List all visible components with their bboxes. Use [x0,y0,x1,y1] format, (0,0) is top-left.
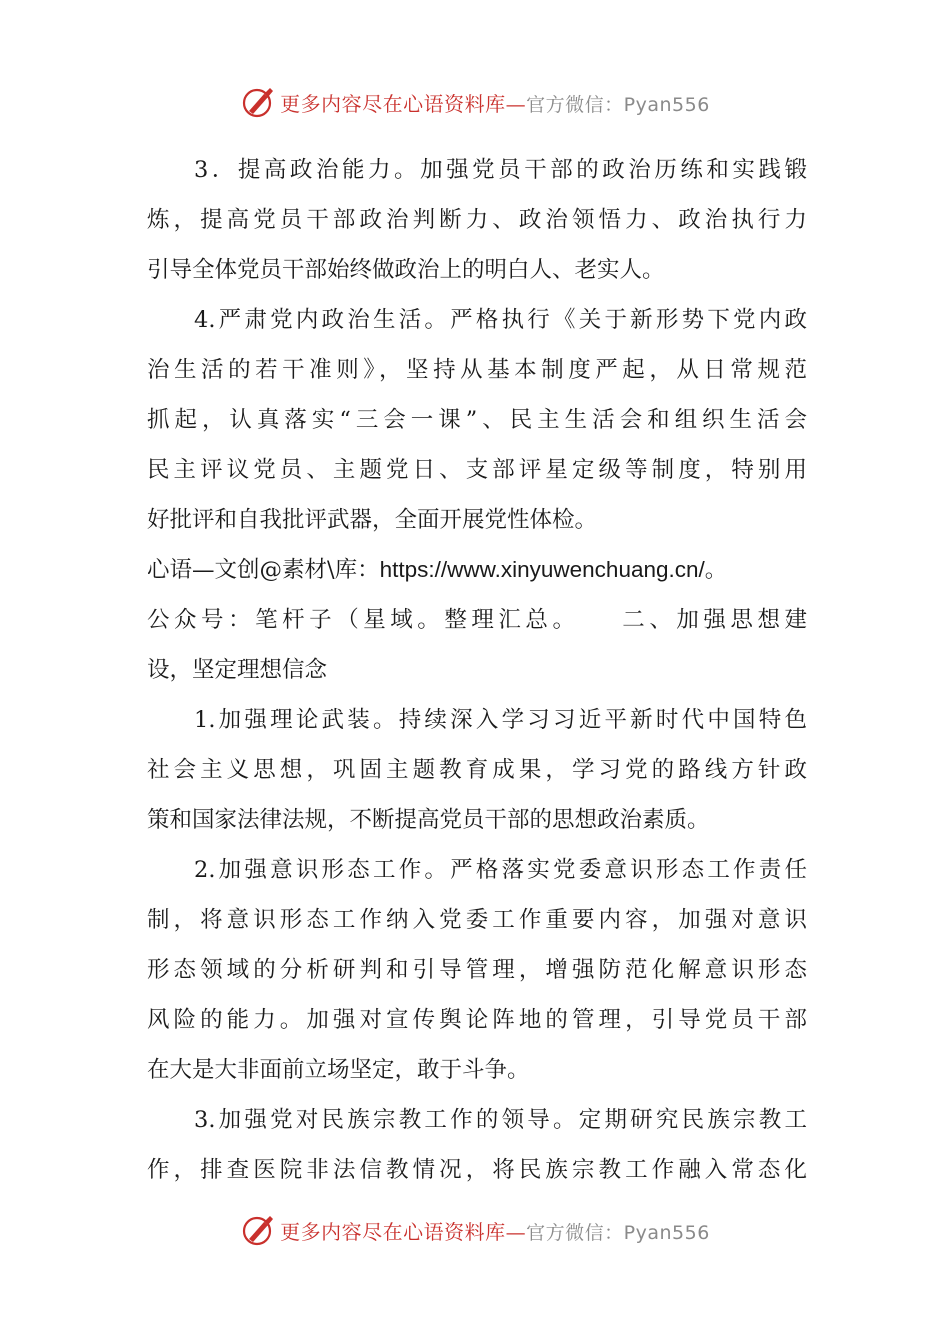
text-line: 作，排查医院非法信教情况，将民族宗教工作融入常态化 [147,1157,807,1183]
text-line: 形态领域的分析研判和引导管理，增强防范化解意识形态 [147,957,807,983]
footer-banner-wechat-text: 官方微信：Pyan556 [526,1221,710,1244]
text-line: 炼，提高党员干部政治判断力、政治领悟力、政治执行力 [147,207,807,233]
text-line: 2.加强意识形态工作。严格落实党委意识形态工作责任 [194,857,807,883]
text-line: 制，将意识形态工作纳入党委工作重要内容，加强对意识 [147,907,807,933]
footer-banner-text [280,1216,710,1245]
document-body [147,145,807,1195]
pen-logo-icon [240,84,276,120]
text-line: 公众号：笔杆子（星域。整理汇总。 二、加强思想建 [147,607,807,633]
text-line: 在大是大非面前立场坚定，敢于斗争。 [147,1057,530,1083]
text-line: 民主评议党员、主题党日、支部评星定级等制度，特别用 [147,457,807,483]
header-watermark-banner [0,82,950,122]
text-line: 3．提高政治能力。加强党员干部的政治历练和实践锻 [194,157,807,183]
footer-watermark-banner [0,1210,950,1250]
text-line: 策和国家法律法规，不断提高党员干部的思想政治素质。 [147,807,710,833]
text-line: 好批评和自我批评武器，全面开展党性体检。 [147,507,598,533]
text-line: 风险的能力。加强对宣传舆论阵地的管理，引导党员干部 [147,1007,807,1033]
pen-logo-icon [240,1212,276,1248]
header-banner-red-text: 更多内容尽在心语资料库— [280,91,527,116]
text-line: 社会主义思想，巩固主题教育成果，学习党的路线方针政 [147,757,807,783]
text-line: 3.加强党对民族宗教工作的领导。定期研究民族宗教工 [194,1107,807,1133]
footer-banner-red-text: 更多内容尽在心语资料库— [280,1219,527,1244]
text-line: 抓起，认真落实“三会一课”、民主生活会和组织生活会 [147,407,807,433]
source-line [147,545,807,595]
header-banner-text [280,88,710,117]
text-line: 引导全体党员干部始终做政治上的明白人、老实人。 [147,257,665,283]
source-url-link[interactable]: https://www.xinyuwenchuang.cn/。 [379,557,728,582]
header-banner-wechat-text: 官方微信：Pyan556 [526,93,710,116]
source-label: 心语—文创@素材\库： [147,557,380,583]
text-line: 4.严肃党内政治生活。严格执行《关于新形势下党内政 [194,307,807,333]
text-line: 1.加强理论武装。持续深入学习习近平新时代中国特色 [194,707,807,733]
text-line: 治生活的若干准则》，坚持从基本制度严起，从日常规范 [147,357,807,383]
text-line: 设，坚定理想信念 [147,657,328,683]
